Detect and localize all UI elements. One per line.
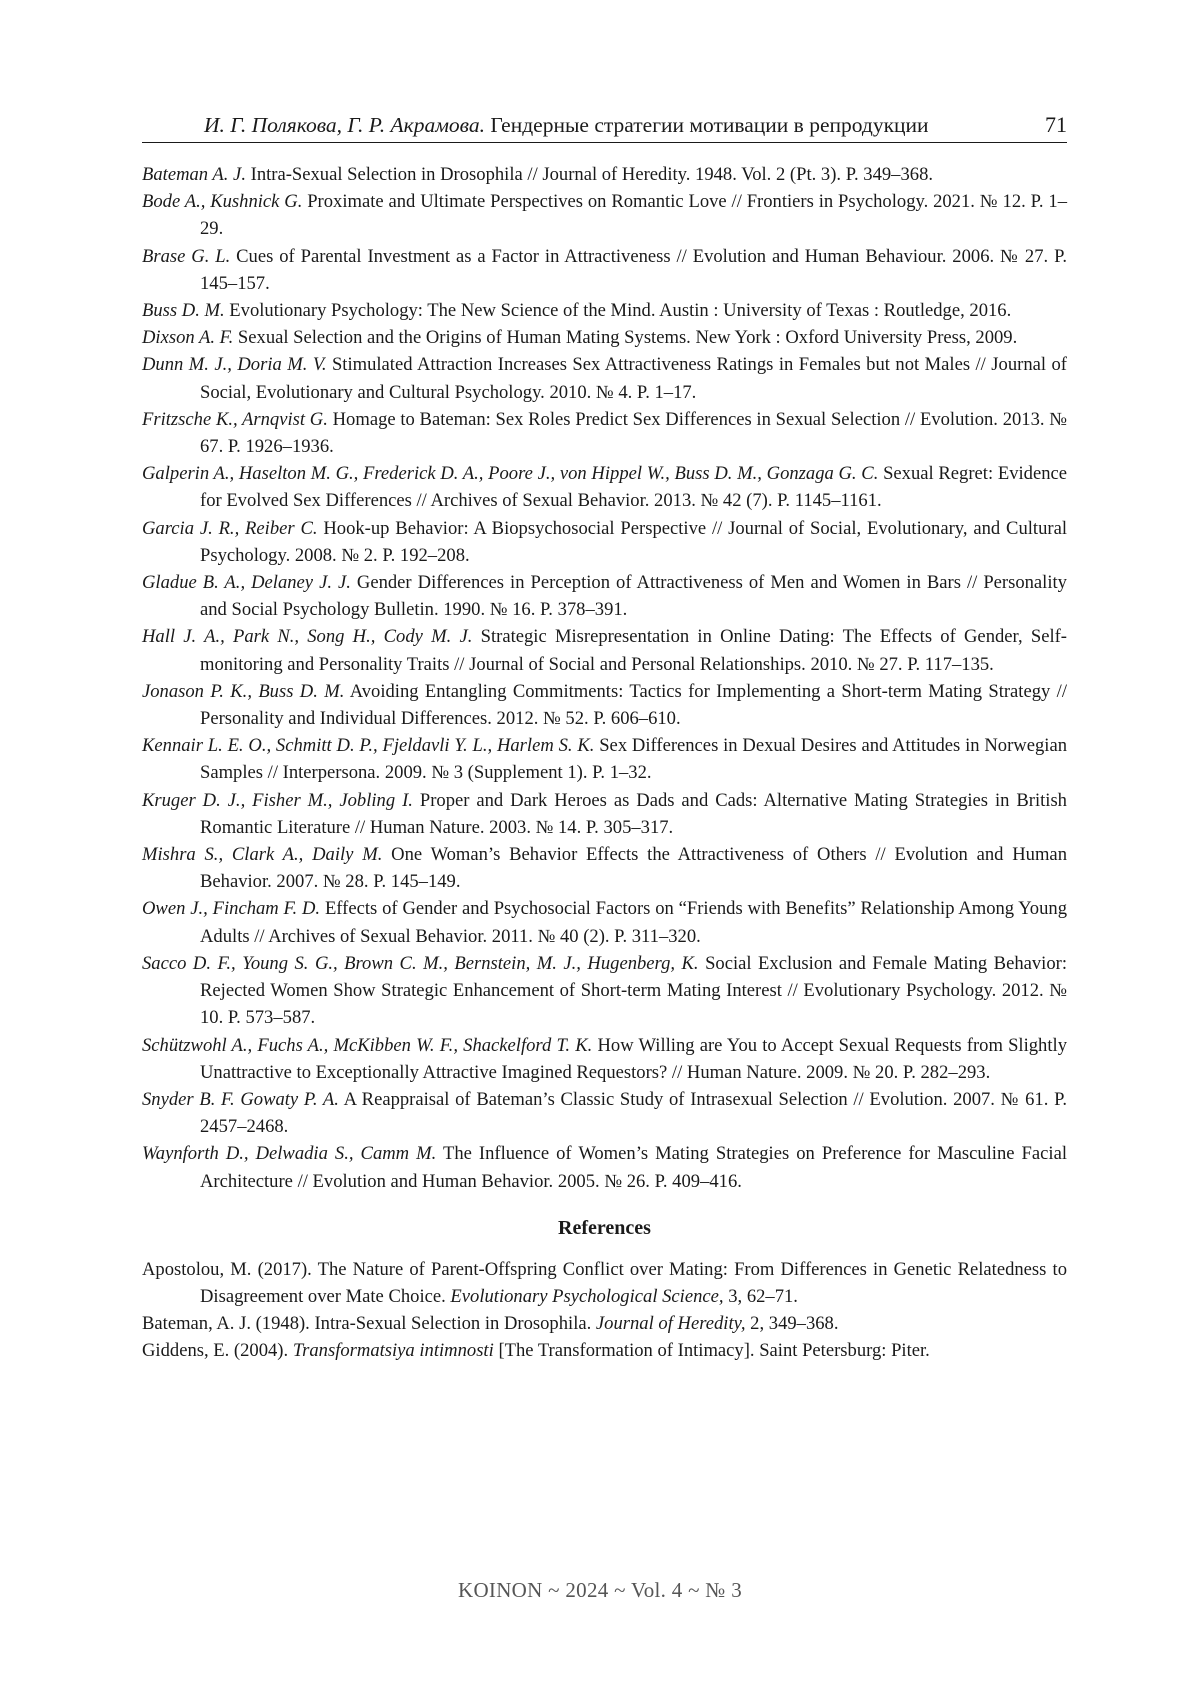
reference-source: Transformatsiya intimnosti [292,1340,494,1362]
entry-text: Effects of Gender and Psychosocial Factors on “Friends with Benefits” Relationship Among Young Adults // Archives of Sexual Behavior. 2011. № 40 (2). P. 311–320. [200,898,1067,947]
entry-text: Social Exclusion and Female Mating Behavior: Rejected Women Show Strategic Enhancement of Short-term Mating Interest // Evolutionary Psychology. 2012. № 10. P. 573–587. [200,952,1067,1029]
entry-authors: Owen J., Fincham F. D. [142,898,321,920]
bibliography-entry [142,460,1067,514]
bibliography-entry [142,1140,1067,1194]
bibliography-entry [142,569,1067,623]
bibliography-entry [142,515,1067,569]
entry-authors: Dunn M. J., Doria M. V. [142,354,327,376]
entry-authors: Garcia J. R., Reiber C. [142,517,318,539]
entry-text: How Willing are You to Accept Sexual Requests from Slightly Unattractive to Exceptionally Attractive Imagined Requestors? // Human Nature. 2009. № 20. P. 282–293. [200,1034,1067,1083]
entry-text: Evolutionary Psychology: The New Science of the Mind. Austin : University of Texas : Routledge, 2016. [229,300,1012,322]
entry-text: Sex Differences in Dexual Desires and Attitudes in Norwegian Samples // Interpersona. 2009. № 3 (Supplement 1). P. 1–32. [200,735,1067,784]
entry-authors: Galperin A., Haselton M. G., Frederick D. A., Poore J., von Hippel W., Buss D. M., Gonzaga G. C. [142,463,879,485]
reference-entry [142,1256,1067,1310]
bibliography-entry [142,406,1067,460]
entry-authors: Hall J. A., Park N., Song H., Cody M. J. [142,626,473,648]
page [142,112,1067,1365]
bibliography-entry [142,841,1067,895]
entry-text: One Woman’s Behavior Effects the Attractiveness of Others // Evolution and Human Behavior. 2007. № 28. P. 145–149. [200,844,1067,893]
running-head [142,112,1067,143]
entry-text: Homage to Bateman: Sex Roles Predict Sex Differences in Sexual Selection // Evolution. 2013. № 67. P. 1926–1936. [200,408,1068,458]
running-head-authors: И. Г. Полякова, Г. Р. Акрамова. [204,113,485,137]
bibliography-entry [142,1086,1067,1140]
entry-authors: Brase G. L. [142,245,231,267]
bibliography-entry [142,297,1067,324]
bibliography-entry [142,1032,1067,1086]
bibliography-entry [142,732,1067,786]
entry-text: Sexual Regret: Evidence for Evolved Sex Differences // Archives of Sexual Behavior. 2013. № 42 (7). P. 1145–1161. [200,463,1068,512]
entry-text: Proximate and Ultimate Perspectives on Romantic Love // Frontiers in Psychology. 2021. № 12. P. 1–29. [200,191,1068,240]
entry-authors: Waynforth D., Delwadia S., Camm M. [142,1143,437,1165]
bibliography-list [142,161,1067,1195]
references-heading: References [558,1216,651,1239]
entry-authors: Sacco D. F., Young S. G., Brown C. M., Bernstein, M. J., Hugenberg, K. [142,952,699,974]
running-head-text [142,113,929,138]
bibliography-entry [142,161,1067,188]
journal-footer: KOINON ~ 2024 ~ Vol. 4 ~ № 3 [457,1578,742,1602]
reference-pages: [The Transformation of Intimacy]. Saint Petersburg: Piter. [498,1340,930,1362]
reference-text: Giddens, E. (2004). [142,1340,289,1362]
bibliography-entry [142,243,1067,297]
entry-text: Cues of Parental Investment as a Factor in Attractiveness // Evolution and Human Behaviour. 2006. № 27. P. 145–157. [200,245,1067,294]
running-head-title: Гендерные стратегии мотивации в репродукции [490,113,929,137]
entry-authors: Kennair L. E. O., Schmitt D. P., Fjeldavli Y. L., Harlem S. K. [142,735,595,757]
entry-authors: Fritzsche K., Arnqvist G. [142,408,328,430]
bibliography-entry [142,950,1067,1032]
bibliography-entry [142,623,1067,677]
entry-authors: Snyder B. F. Gowaty P. A. [142,1088,339,1110]
reference-entry [142,1337,1067,1364]
entry-authors: Mishra S., Clark A., Daily M. [142,844,383,866]
entry-text: The Influence of Women’s Mating Strategies on Preference for Masculine Facial Architecture // Evolution and Human Behavior. 2005. № 26. P. 409–416. [200,1143,1067,1192]
bibliography-entry [142,787,1067,841]
reference-pages: 2, 349–368. [750,1313,839,1335]
entry-text: Strategic Misrepresentation in Online Dating: The Effects of Gender, Self-monitoring and Personality Traits // Journal of Social and Personal Relationships. 2010. № 27. P. 117–135. [200,626,1068,675]
bibliography-entry [142,351,1067,405]
entry-authors: Jonason P. K., Buss D. M. [142,680,345,702]
entry-authors: Bode A., Kushnick G. [142,191,303,213]
entry-text: Intra-Sexual Selection in Drosophila // Journal of Heredity. 1948. Vol. 2 (Pt. 3). P. 349–368. [250,164,934,185]
references-list [142,1256,1067,1365]
bibliography-entry [142,895,1067,949]
reference-source: Journal of Heredity, [595,1313,746,1335]
entry-text: Proper and Dark Heroes as Dads and Cads: Alternative Mating Strategies in British Romantic Literature // Human Nature. 2003. № 14. P. 305–317. [200,789,1067,838]
reference-pages: 3, 62–71. [728,1285,798,1307]
entry-authors: Dixson A. F. [142,327,234,349]
entry-text: Sexual Selection and the Origins of Human Mating Systems. New York : Oxford University Press, 2009. [237,327,1018,349]
reference-entry [142,1310,1067,1337]
entry-authors: Gladue B. A., Delaney J. J. [142,572,351,594]
entry-authors: Bateman A. J. [142,164,246,185]
entry-text: Avoiding Entangling Commitments: Tactics for Implementing a Short-term Mating Strategy // Personality and Individual Differences. 2012. № 52. P. 606–610. [200,680,1067,730]
entry-text: Stimulated Attraction Increases Sex Attractiveness Ratings in Females but not Males // Journal of Social, Evolutionary and Cultural Psychology. 2010. № 4. P. 1–17. [200,354,1067,403]
entry-authors: Kruger D. J., Fisher M., Jobling I. [142,789,413,811]
entry-text: Hook-up Behavior: A Biopsychosocial Perspective // Journal of Social, Evolutionary, and Cultural Psychology. 2008. № 2. P. 192–208. [200,517,1067,566]
bibliography-entry [142,324,1067,351]
bibliography-entry [142,188,1067,242]
reference-source: Evolutionary Psychological Science, [450,1285,724,1307]
reference-text: Apostolou, M. (2017). The Nature of Parent-Offspring Conflict over Mating: From Differences in Genetic Relatedness to Disagreement over Mate Choice. [142,1258,1067,1307]
entry-authors: Buss D. M. [142,300,225,322]
entry-text: Gender Differences in Perception of Attractiveness of Men and Women in Bars // Personality and Social Psychology Bulletin. 1990. № 16. P. 378–391. [200,572,1067,621]
reference-text: Bateman, A. J. (1948). Intra-Sexual Selection in Drosophila. [142,1313,592,1335]
page-number: 71 [1045,112,1067,137]
entry-text: A Reappraisal of Bateman’s Classic Study of Intrasexual Selection // Evolution. 2007. № 61. P. 2457–2468. [200,1088,1067,1138]
entry-authors: Schützwohl A., Fuchs A., McKibben W. F., Shackelford T. K. [142,1034,593,1056]
bibliography-entry [142,678,1067,732]
